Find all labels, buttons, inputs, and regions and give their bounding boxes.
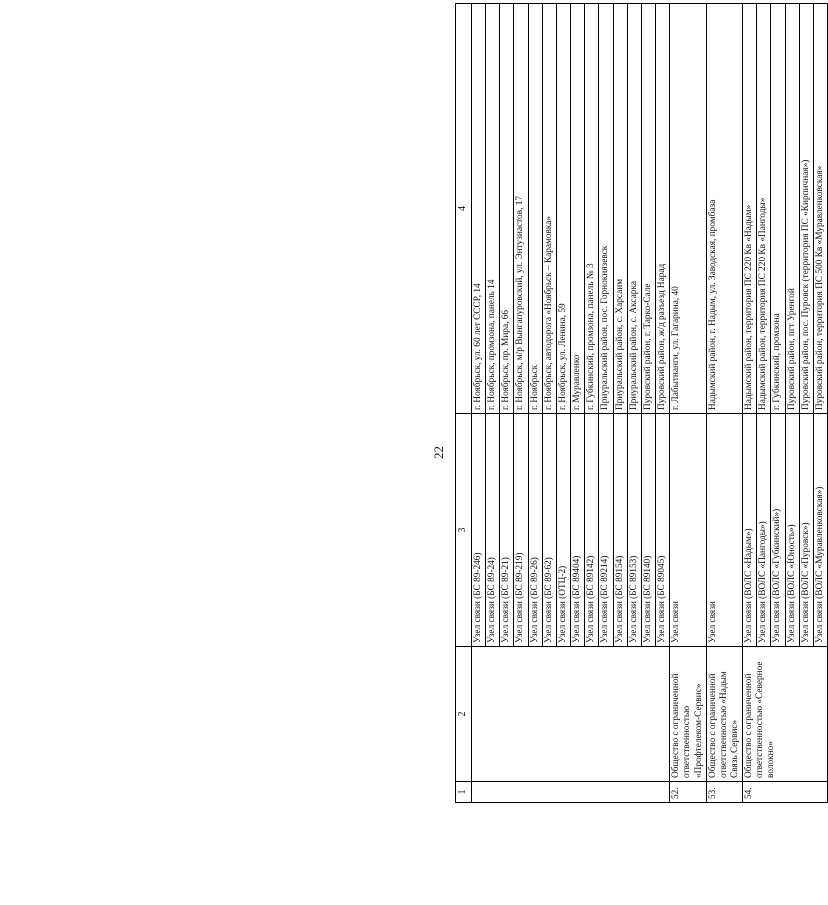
object-address: Приуральский район, с. Аксарка bbox=[627, 4, 641, 414]
object-address: г. Ноябрьск, промзона, панель 14 bbox=[486, 4, 500, 414]
registry-table bbox=[455, 3, 828, 803]
object-address: Приуральский район, с. Харсаим bbox=[613, 4, 627, 414]
object-type: Узел связи (ВОЛС «Пуровск») bbox=[799, 414, 813, 647]
object-type: Узел связи (БС 89-62) bbox=[542, 414, 556, 647]
object-type: Узел связи (БС 89045) bbox=[656, 414, 670, 647]
object-type: Узел связи (ОТЦ-2) bbox=[556, 414, 570, 647]
object-type: Узел связи (ВОЛС «Юность») bbox=[785, 414, 799, 647]
object-type: Узел связи (БС 89-24) bbox=[486, 414, 500, 647]
object-type: Узел связи (БС 89-246) bbox=[472, 414, 486, 647]
header-col-2: 2 bbox=[456, 647, 472, 782]
object-type: Узел связи (БС 89-26) bbox=[528, 414, 542, 647]
object-address: г. Губкинский, промзона bbox=[771, 4, 785, 414]
header-col-1: 1 bbox=[456, 782, 472, 803]
object-address: г. Ноябрьск bbox=[528, 4, 542, 414]
table-row bbox=[706, 4, 742, 803]
object-address: г. Ноябрьск, ул. 60 лет СССР, 14 bbox=[472, 4, 486, 414]
object-type: Узел связи (БС 89140) bbox=[641, 414, 655, 647]
organization-name: Общество с ограниченной ответственностью «Северное волокно» bbox=[743, 647, 828, 782]
organization-name: Общество с ограниченной ответственностью «Профтелеком-Сервис» bbox=[670, 647, 706, 782]
organization-name bbox=[472, 647, 670, 782]
object-type: Узел связи (ВОЛС «Пангоды») bbox=[757, 414, 771, 647]
object-address: г. Ноябрьск, автодорога «Ноябрьск – Карамовка» bbox=[542, 4, 556, 414]
object-address: Пуровский район, г. Тарко-Сале bbox=[641, 4, 655, 414]
object-type: Узел связи (БС 89153) bbox=[627, 414, 641, 647]
object-type: Узел связи (БС 89214) bbox=[599, 414, 613, 647]
object-address: Пуровский район, пос. Пуровск (территория ПС «Кирпичная») bbox=[799, 4, 813, 414]
object-address: г. Ноябрьск, пр. Мира, 66 bbox=[500, 4, 514, 414]
row-number: 53. bbox=[706, 782, 742, 803]
row-number: 54. bbox=[743, 782, 828, 803]
header-col-4: 4 bbox=[456, 4, 472, 414]
row-number bbox=[472, 782, 670, 803]
object-address: Пуровский район, пгт Уренгой bbox=[785, 4, 799, 414]
table-row bbox=[743, 4, 757, 803]
object-address: г. Ноябрьск, м/р Вынгапуровский, ул. Энтузиастов, 17 bbox=[514, 4, 528, 414]
table-row bbox=[472, 4, 486, 803]
page-number: 22 bbox=[431, 446, 446, 459]
object-address: Пуровский район, ж/д разъезд Нарад bbox=[656, 4, 670, 414]
object-address: Надымский район, территория ПС 220 Кв «Надым» bbox=[743, 4, 757, 414]
object-type: Узел связи (БС 89-219) bbox=[514, 414, 528, 647]
object-type: Узел связи (БС 89142) bbox=[585, 414, 599, 647]
object-address: г. Ноябрьск, ул. Ленина, 59 bbox=[556, 4, 570, 414]
object-type: Узел связи (ВОЛС «Губкинский») bbox=[771, 414, 785, 647]
object-address: г. Лабытнанги, ул. Гагарина, 40 bbox=[670, 4, 706, 414]
object-type: Узел связи bbox=[670, 414, 706, 647]
table-row bbox=[670, 4, 706, 803]
object-address: Надымский район, г. Надым, ул. Заводская, промбаза bbox=[706, 4, 742, 414]
header-row bbox=[456, 4, 472, 803]
object-type: Узел связи (БС 89404) bbox=[571, 414, 585, 647]
object-address: Пуровский район, территория ПС 500 Кв «Муравленковская» bbox=[813, 4, 827, 414]
object-type: Узел связи (БС 89154) bbox=[613, 414, 627, 647]
object-address: г. Губкинский, промзона, панель № 3 bbox=[585, 4, 599, 414]
object-address: Приуральский район, пос. Горнокнязевск bbox=[599, 4, 613, 414]
row-number: 52. bbox=[670, 782, 706, 803]
object-type: Узел связи bbox=[706, 414, 742, 647]
object-address: Надымский район, территория ПС 220 Кв «Пангоды» bbox=[757, 4, 771, 414]
table-body bbox=[472, 4, 828, 803]
object-type: Узел связи (БС 89-21) bbox=[500, 414, 514, 647]
object-address: г. Муравленко bbox=[571, 4, 585, 414]
header-col-3: 3 bbox=[456, 414, 472, 647]
object-type: Узел связи (ВОЛС «Муравленковская») bbox=[813, 414, 827, 647]
object-type: Узел связи (ВОЛС «Надым») bbox=[743, 414, 757, 647]
organization-name: Общество с ограниченной ответственностью «Надым Связь Сервис» bbox=[706, 647, 742, 782]
